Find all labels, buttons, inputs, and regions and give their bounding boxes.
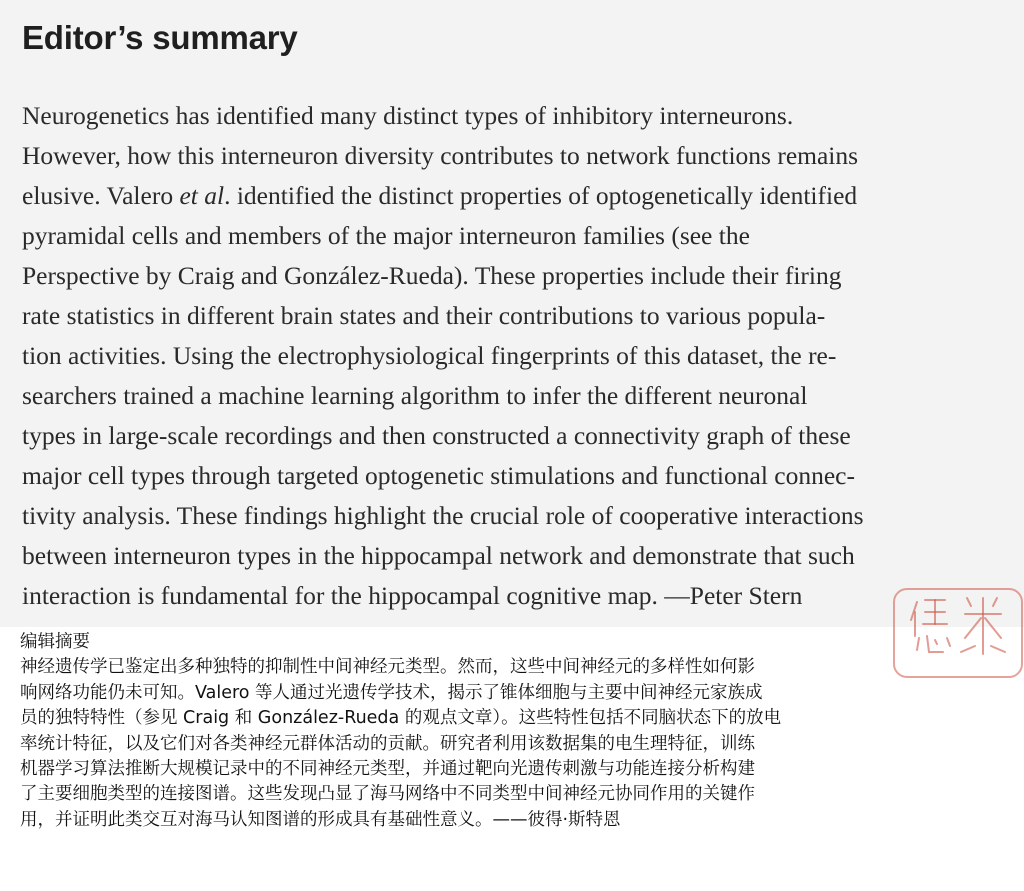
summary-paragraph <box>22 96 1012 616</box>
summary-line: Perspective by Craig and González-Rueda). These properties include their firing <box>22 261 842 290</box>
summary-line: However, how this interneuron diversity contributes to network functions remains <box>22 141 859 170</box>
translation-line: 了主要细胞类型的连接图谱。这些发现凸显了海马网络中不同类型中间神经元协同作用的关键作 <box>20 784 755 805</box>
translation-heading: 编辑摘要 <box>20 632 90 652</box>
summary-line: tion activities. Using the electrophysiological fingerprints of this dataset, the re- <box>22 341 837 370</box>
summary-line: elusive. Valero et al. identified the distinct properties of optogenetically identified <box>22 181 858 210</box>
translation-line: 用，并证明此类交互对海马认知图谱的形成具有基础性意义。——彼得·斯特恩 <box>20 809 621 830</box>
et-al-italic: et al <box>179 181 225 210</box>
summary-line: searchers trained a machine learning algorithm to infer the different neuronal <box>22 381 808 410</box>
summary-line: Neurogenetics has identified many distinct types of inhibitory interneurons. <box>22 101 794 130</box>
summary-line: interaction is fundamental for the hippocampal cognitive map. —Peter Stern <box>22 581 803 610</box>
summary-line: types in large-scale recordings and then constructed a connectivity graph of these <box>22 421 851 450</box>
translation-line: 员的独特特性（参见 Craig 和 González-Rueda 的观点文章）。这些特性包括不同脑状态下的放电 <box>20 708 782 729</box>
summary-heading: Editor’s summary <box>22 19 298 56</box>
summary-line: tivity analysis. These findings highlight the crucial role of cooperative interactions <box>22 501 864 530</box>
chinese-translation <box>20 630 1020 833</box>
summary-line: pyramidal cells and members of the major interneuron families (see the <box>22 221 750 250</box>
translation-line: 率统计特征，以及它们对各类神经元群体活动的贡献。研究者利用该数据集的电生理特征，训练 <box>20 733 755 754</box>
summary-line: major cell types through targeted optogenetic stimulations and functional connec- <box>22 461 855 490</box>
translation-line: 神经遗传学已鉴定出多种独特的抑制性中间神经元类型。然而，这些中间神经元的多样性如何影 <box>20 657 755 678</box>
summary-line: rate statistics in different brain states and their contributions to various popula- <box>22 301 826 330</box>
summary-line: between interneuron types in the hippocampal network and demonstrate that such <box>22 541 855 570</box>
translation-line: 响网络功能仍未可知。Valero 等人通过光遗传学技术，揭示了锥体细胞与主要中间神经元家族成 <box>20 682 763 703</box>
translation-line: 机器学习算法推断大规模记录中的不同神经元类型，并通过靶向光遗传刺激与功能连接分析构建 <box>20 758 755 779</box>
